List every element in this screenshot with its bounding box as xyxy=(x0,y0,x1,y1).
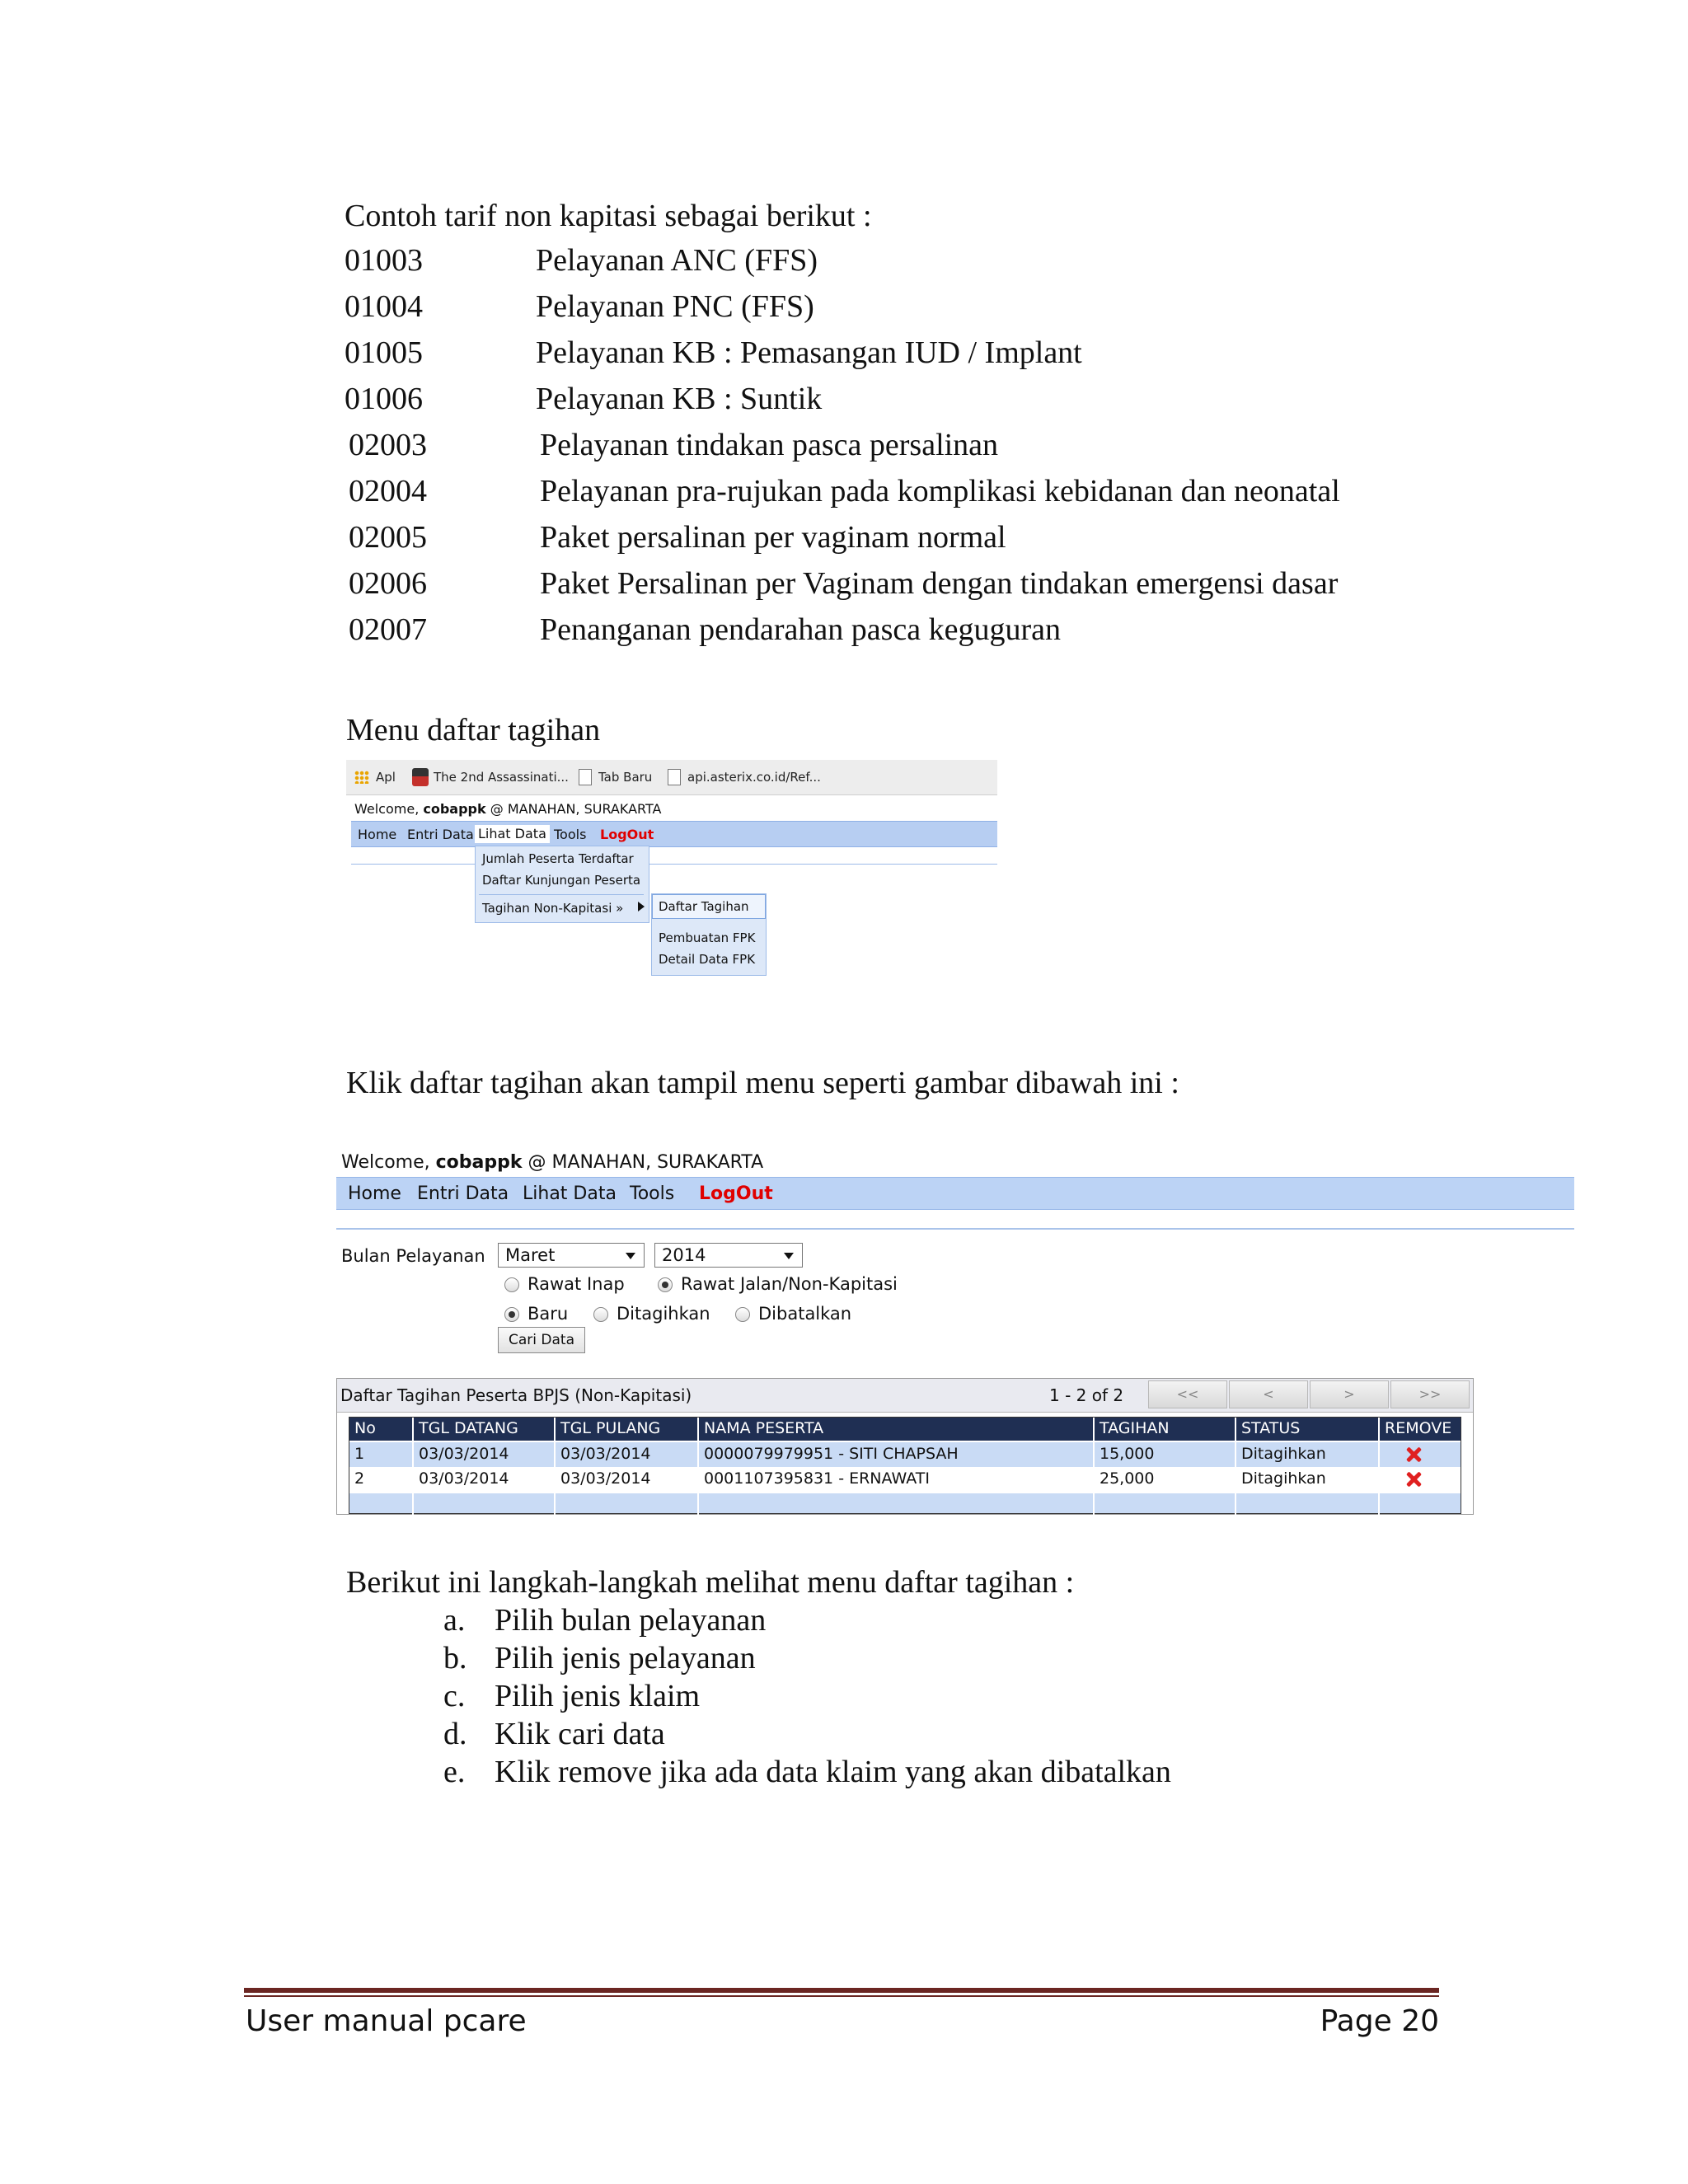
radio-rawat-inap[interactable] xyxy=(504,1274,625,1294)
tarif-desc: Pelayanan ANC (FFS) xyxy=(536,243,818,278)
nav-lihat-data[interactable]: Lihat Data xyxy=(523,1183,617,1204)
tarif-desc: Pelayanan KB : Suntik xyxy=(536,382,823,416)
welcome-text xyxy=(341,1152,763,1173)
tarif-desc: Pelayanan KB : Pemasangan IUD / Implant xyxy=(536,335,1082,370)
menu-screenshot xyxy=(346,760,997,991)
column-divider xyxy=(697,1418,699,1515)
grid-title: Daftar Tagihan Peserta BPJS (Non-Kapitasi) xyxy=(340,1385,692,1405)
grid-table xyxy=(349,1417,1461,1514)
remove-icon[interactable] xyxy=(1404,1470,1423,1488)
step-text: Klik remove jika ada data klaim yang akan dibatalkan xyxy=(495,1755,1171,1789)
user-name: cobappk xyxy=(423,801,486,817)
chevron-down-icon xyxy=(784,1253,794,1259)
pager-prev-button[interactable]: < xyxy=(1229,1380,1308,1408)
apps-grid-icon xyxy=(354,771,369,784)
welcome-location: @ MANAHAN, SURAKARTA xyxy=(485,801,662,817)
pager-info: 1 - 2 of 2 xyxy=(1049,1385,1124,1405)
tarif-desc: Paket persalinan per vaginam normal xyxy=(540,520,1006,555)
table-row-empty xyxy=(349,1493,1461,1513)
radio-button[interactable] xyxy=(593,1307,608,1322)
intro-text: Contoh tarif non kapitasi sebagai berikut : xyxy=(345,199,872,233)
submenu-pembuatan-fpk[interactable]: Pembuatan FPK xyxy=(659,930,756,945)
cell-status: Ditagihkan xyxy=(1241,1445,1326,1463)
youtube-icon xyxy=(412,768,429,786)
page-icon xyxy=(668,769,681,785)
radio-baru[interactable] xyxy=(504,1304,568,1324)
col-tgl-datang: TGL DATANG xyxy=(419,1419,518,1437)
cell-no: 1 xyxy=(354,1445,365,1463)
step-text: Pilih jenis pelayanan xyxy=(495,1641,756,1675)
tarif-desc: Paket Persalinan per Vaginam dengan tindakan emergensi dasar xyxy=(540,566,1339,601)
cell-tgl-pulang: 03/03/2014 xyxy=(560,1469,651,1488)
nav-tools[interactable]: Tools xyxy=(554,827,587,842)
welcome-prefix: Welcome, xyxy=(354,801,424,817)
bookmark-youtube[interactable]: The 2nd Assassinati... xyxy=(434,770,569,785)
col-tagihan: TAGIHAN xyxy=(1100,1419,1170,1437)
divider xyxy=(351,864,997,865)
col-remove: REMOVE xyxy=(1385,1419,1452,1437)
table-row[interactable] xyxy=(349,1467,1461,1492)
remove-icon[interactable] xyxy=(1404,1446,1423,1464)
cell-tagihan: 25,000 xyxy=(1100,1469,1155,1488)
steps-intro: Berikut ini langkah-langkah melihat menu daftar tagihan : xyxy=(346,1565,1075,1600)
radio-label: Rawat Jalan/Non-Kapitasi xyxy=(681,1274,898,1294)
tagihan-submenu xyxy=(651,893,767,976)
step-item xyxy=(443,1678,700,1714)
table-row[interactable] xyxy=(349,1442,1461,1467)
footer-title: User manual pcare xyxy=(246,2004,527,2038)
col-no: No xyxy=(354,1419,376,1437)
menu-tagihan-non-kapitasi[interactable]: Tagihan Non-Kapitasi » xyxy=(482,901,624,916)
tarif-row xyxy=(349,427,998,463)
column-divider xyxy=(412,1418,414,1515)
radio-dibatalkan[interactable] xyxy=(735,1304,851,1324)
step-text: Pilih bulan pelayanan xyxy=(495,1603,767,1638)
welcome-text xyxy=(354,801,661,817)
tarif-desc: Pelayanan tindakan pasca persalinan xyxy=(540,428,999,462)
col-status: STATUS xyxy=(1241,1419,1301,1437)
col-tgl-pulang: TGL PULANG xyxy=(560,1419,661,1437)
tagihan-grid xyxy=(336,1378,1474,1515)
page-icon xyxy=(579,769,592,785)
tarif-code: 01004 xyxy=(345,289,423,324)
bulan-pelayanan-label: Bulan Pelayanan xyxy=(341,1246,485,1266)
tarif-desc: Pelayanan PNC (FFS) xyxy=(536,289,814,324)
step-letter: b. xyxy=(443,1641,467,1675)
nav-entri-data[interactable]: Entri Data xyxy=(417,1183,509,1204)
submenu-daftar-tagihan[interactable]: Daftar Tagihan xyxy=(659,899,749,914)
tarif-code: 02006 xyxy=(349,566,427,601)
pager-first-button[interactable]: << xyxy=(1148,1380,1227,1408)
daftar-tagihan-screenshot xyxy=(336,1149,1574,1515)
nav-bar xyxy=(351,821,997,847)
page-number: Page 20 xyxy=(1320,2004,1439,2038)
step-text: Klik cari data xyxy=(495,1717,665,1751)
column-divider xyxy=(1093,1418,1095,1515)
col-nama-peserta: NAMA PESERTA xyxy=(704,1419,824,1437)
tarif-row xyxy=(345,242,818,279)
welcome-location: @ MANAHAN, SURAKARTA xyxy=(522,1152,764,1173)
step-item xyxy=(443,1716,665,1752)
bookmarks-bar xyxy=(346,760,997,795)
tarif-row xyxy=(349,473,1340,509)
cell-tagihan: 15,000 xyxy=(1100,1445,1155,1463)
submenu-arrow-icon xyxy=(638,902,645,912)
tarif-row xyxy=(345,381,822,417)
tarif-code: 02005 xyxy=(349,520,427,555)
nav-home[interactable]: Home xyxy=(348,1183,401,1204)
month-select[interactable] xyxy=(498,1243,645,1268)
radio-label: Dibatalkan xyxy=(758,1304,852,1324)
cell-nama-peserta: 0000079979951 - SITI CHAPSAH xyxy=(704,1445,959,1463)
year-select[interactable] xyxy=(654,1243,803,1268)
lihat-data-dropdown xyxy=(475,846,649,923)
radio-label: Baru xyxy=(528,1304,569,1324)
nav-lihat-data[interactable]: Lihat Data xyxy=(475,825,550,843)
cell-tgl-datang: 03/03/2014 xyxy=(419,1445,509,1463)
grid-caption xyxy=(337,1379,1473,1413)
cell-nama-peserta: 0001107395831 - ERNAWATI xyxy=(704,1469,930,1488)
nav-logout[interactable]: LogOut xyxy=(600,827,654,842)
welcome-prefix: Welcome, xyxy=(341,1152,436,1173)
year-value: 2014 xyxy=(662,1245,706,1265)
menu-daftar-kunjungan[interactable]: Daftar Kunjungan Peserta xyxy=(482,873,641,888)
column-divider xyxy=(1235,1418,1236,1515)
step-letter: c. xyxy=(443,1679,466,1713)
bookmark-asterix[interactable]: api.asterix.co.id/Ref... xyxy=(687,770,821,785)
cell-tgl-datang: 03/03/2014 xyxy=(419,1469,509,1488)
tarif-code: 01005 xyxy=(345,335,423,370)
radio-button-checked[interactable] xyxy=(658,1277,673,1292)
radio-button[interactable] xyxy=(504,1277,519,1292)
tarif-code: 02003 xyxy=(349,428,427,462)
tarif-row xyxy=(349,565,1338,602)
menu-heading: Menu daftar tagihan xyxy=(346,713,601,748)
nav-logout[interactable]: LogOut xyxy=(699,1183,773,1204)
radio-label: Ditagihkan xyxy=(617,1304,710,1324)
pager-next-button[interactable]: > xyxy=(1310,1380,1389,1408)
step-letter: e. xyxy=(443,1755,466,1789)
step-letter: a. xyxy=(443,1603,466,1638)
bookmark-tab-baru[interactable]: Tab Baru xyxy=(598,770,653,785)
radio-button[interactable] xyxy=(735,1307,750,1322)
column-divider xyxy=(1378,1418,1380,1515)
step-item xyxy=(443,1602,766,1638)
cell-tgl-pulang: 03/03/2014 xyxy=(560,1445,651,1463)
column-divider xyxy=(554,1418,556,1515)
chevron-down-icon xyxy=(626,1253,635,1259)
divider xyxy=(336,1228,1574,1230)
cari-data-button[interactable]: Cari Data xyxy=(498,1327,585,1353)
footer-rule xyxy=(244,1988,1439,1993)
tarif-code: 02004 xyxy=(349,474,427,509)
submenu-detail-data-fpk[interactable]: Detail Data FPK xyxy=(659,952,756,967)
grid-header-row xyxy=(349,1418,1461,1441)
nav-entri-data[interactable]: Entri Data xyxy=(407,827,474,842)
menu-jumlah-peserta[interactable]: Jumlah Peserta Terdaftar xyxy=(482,851,634,866)
pager-last-button[interactable]: >> xyxy=(1390,1380,1470,1408)
month-value: Maret xyxy=(505,1245,556,1265)
tarif-desc: Penanganan pendarahan pasca keguguran xyxy=(540,612,1061,647)
radio-label: Rawat Inap xyxy=(528,1274,625,1294)
footer-rule xyxy=(244,1995,1439,1997)
radio-ditagihkan[interactable] xyxy=(593,1304,710,1324)
tarif-code: 01003 xyxy=(345,243,423,278)
step-item xyxy=(443,1640,756,1676)
tarif-desc: Pelayanan pra-rujukan pada komplikasi kebidanan dan neonatal xyxy=(540,474,1340,509)
tarif-row xyxy=(349,519,1006,555)
radio-rawat-jalan[interactable] xyxy=(658,1274,898,1294)
step-text: Pilih jenis klaim xyxy=(495,1679,701,1713)
step-letter: d. xyxy=(443,1717,467,1751)
tarif-code: 01006 xyxy=(345,382,423,416)
radio-button-checked[interactable] xyxy=(504,1307,519,1322)
cell-no: 2 xyxy=(354,1469,365,1488)
step-item xyxy=(443,1754,1171,1790)
bookmark-apps[interactable]: Apl xyxy=(376,770,396,785)
cell-status: Ditagihkan xyxy=(1241,1469,1326,1488)
tarif-code: 02007 xyxy=(349,612,427,647)
nav-tools[interactable]: Tools xyxy=(630,1183,675,1204)
tarif-row xyxy=(349,612,1061,648)
tarif-row xyxy=(345,335,1082,371)
user-name: cobappk xyxy=(435,1152,523,1173)
nav-home[interactable]: Home xyxy=(358,827,397,842)
nav-bar xyxy=(336,1177,1574,1210)
tarif-row xyxy=(345,288,814,325)
klik-heading: Klik daftar tagihan akan tampil menu seperti gambar dibawah ini : xyxy=(346,1066,1179,1100)
menu-separator xyxy=(479,894,644,895)
